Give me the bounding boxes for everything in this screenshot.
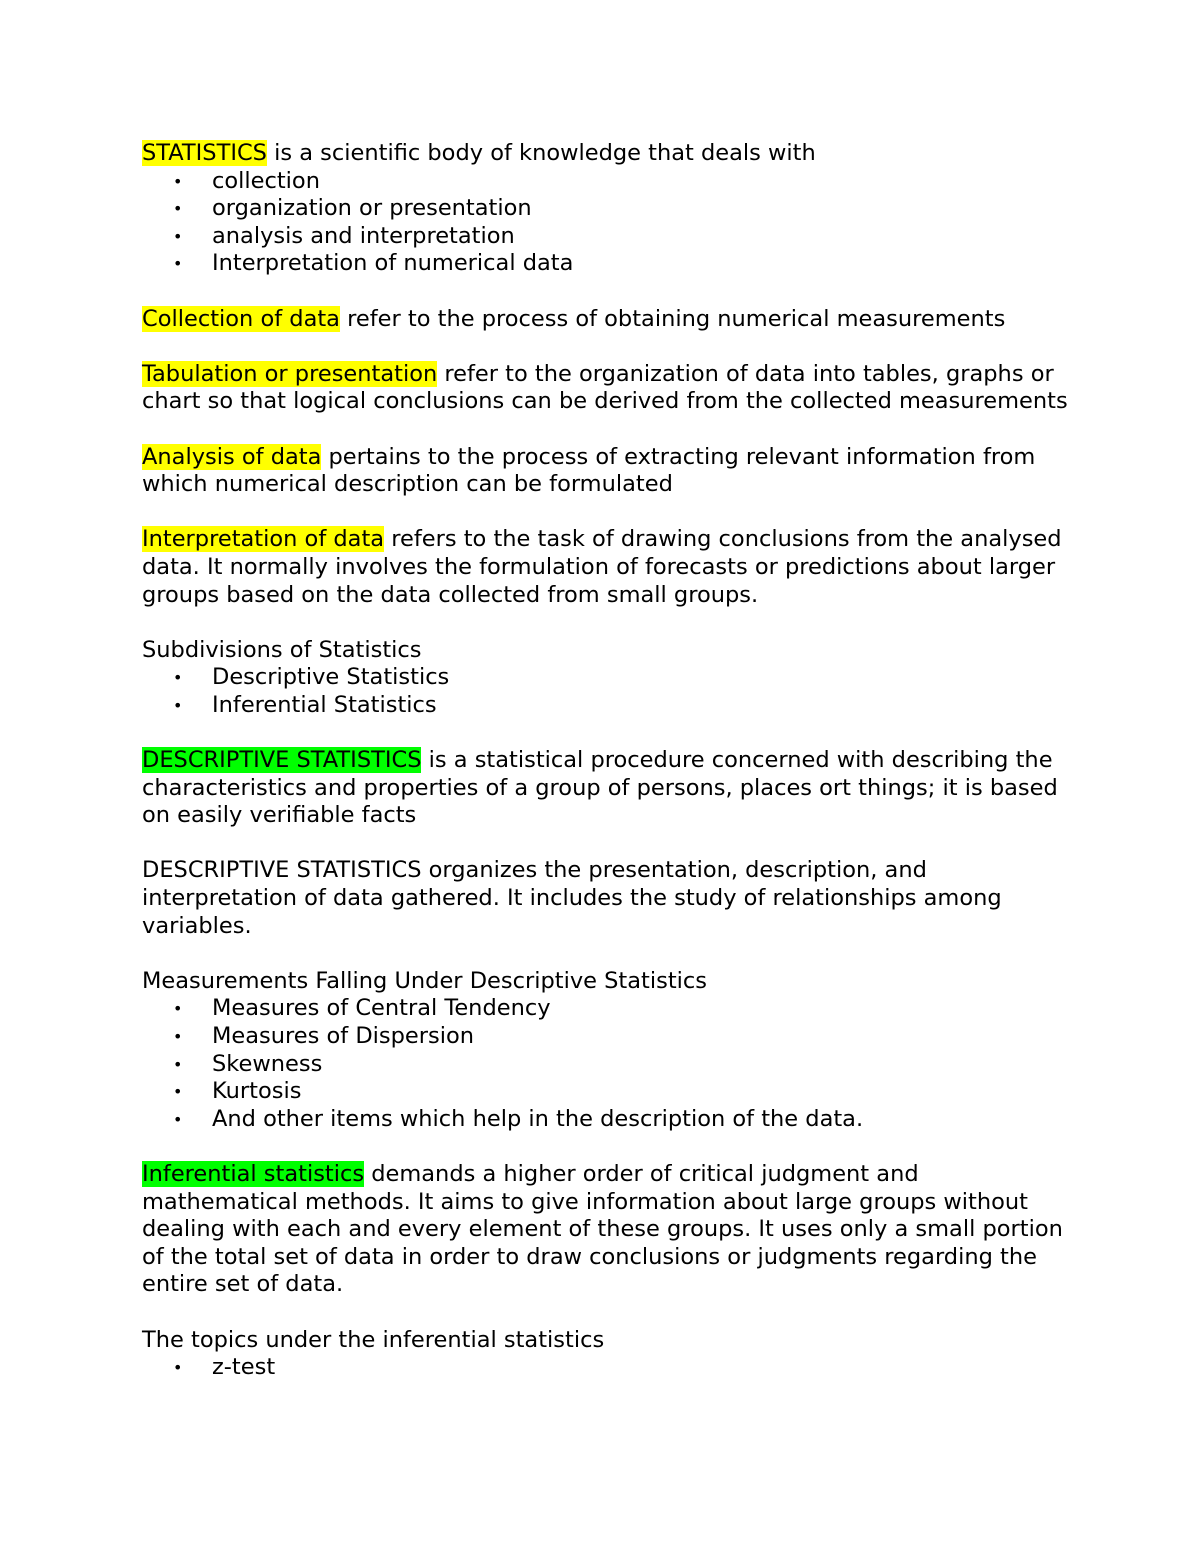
bullet-icon: • (173, 254, 183, 274)
descriptive-definition (142, 747, 1072, 830)
definition-text: demands a higher order of critical judgment and mathematical methods. It aims to give information about large groups without dealing with each and every element of these groups. It uses only a small portion of the total set of data in order to draw conclusions or judgments regarding the entire set of data. (142, 1160, 1063, 1298)
list-item: • Descriptive Statistics (173, 664, 450, 691)
interpretation-definition (142, 526, 1072, 609)
bullet-icon: • (173, 695, 183, 715)
list-item: • collection (173, 167, 320, 194)
definition-text: pertains to the process of extracting relevant information from which numerical description can be formulated (142, 443, 1036, 498)
descriptive-organizes-paragraph: DESCRIPTIVE STATISTICS organizes the presentation, description, and interpretation of data gathered. It includes the study of relationships among variables. (142, 857, 1002, 939)
definition-text: refer to the organization of data into tables, graphs or chart so that logical conclusions can be derived from the collected measurements (142, 360, 1068, 415)
list-item: • Measures of Central Tendency (173, 995, 551, 1022)
measurements-heading: Measurements Falling Under Descriptive Statistics (142, 967, 707, 994)
measurements-list (142, 995, 1072, 1133)
bullet-icon: • (173, 199, 183, 219)
definition-text: refer to the process of obtaining numerical measurements (339, 305, 1006, 332)
definition-text: is a scientific body of knowledge that deals with (266, 140, 816, 166)
subdivisions-heading: Subdivisions of Statistics (142, 636, 422, 663)
bullet-icon: • (173, 226, 183, 246)
highlighted-term: Interpretation of data (142, 526, 385, 553)
collection-definition (142, 306, 1072, 334)
list-item: • Interpretation of numerical data (173, 250, 574, 277)
bullet-icon: • (173, 1082, 183, 1102)
tabulation-definition (142, 361, 1072, 416)
highlighted-term: DESCRIPTIVE STATISTICS (142, 747, 422, 774)
inferential-topics-heading: The topics under the inferential statistics (142, 1326, 605, 1353)
list-item: • Kurtosis (173, 1078, 302, 1105)
definition-text: is a statistical procedure concerned with describing the characteristics and properties of a group of persons, places ort things; it is based on easily verifiable facts (142, 747, 1058, 829)
highlighted-term: Tabulation or presentation (142, 360, 438, 387)
list-item: • And other items which help in the description of the data. (173, 1105, 864, 1132)
highlighted-term: STATISTICS (142, 140, 267, 166)
list-item: • analysis and interpretation (173, 222, 515, 249)
bullet-icon: • (173, 668, 183, 688)
bullet-icon: • (173, 171, 183, 191)
document-page (142, 140, 1072, 1382)
highlighted-term: Collection of data (142, 305, 340, 332)
list-item: • Measures of Dispersion (173, 1023, 475, 1049)
definition-text: refers to the task of drawing conclusions from the analysed data. It normally involves the formulation of forecasts or predictions about larger groups based on the data collected from small groups. (142, 526, 1062, 608)
highlighted-term: Analysis of data (142, 443, 322, 470)
list-item: • organization or presentation (173, 195, 532, 222)
inferential-topics-list (142, 1354, 1072, 1382)
statistics-list (142, 168, 1072, 278)
bullet-icon: • (173, 1358, 183, 1378)
inferential-definition (142, 1161, 1072, 1299)
analysis-definition (142, 444, 1072, 499)
list-item: • Skewness (173, 1050, 323, 1077)
statistics-definition (142, 140, 1072, 168)
bullet-icon: • (173, 1109, 183, 1129)
list-item: • Inferential Statistics (173, 691, 437, 718)
list-item: • z-test (173, 1354, 276, 1381)
highlighted-term: Inferential statistics (142, 1160, 365, 1187)
bullet-icon: • (173, 1027, 183, 1046)
bullet-icon: • (173, 999, 183, 1019)
subdivisions-list (142, 664, 1072, 719)
bullet-icon: • (173, 1054, 183, 1074)
